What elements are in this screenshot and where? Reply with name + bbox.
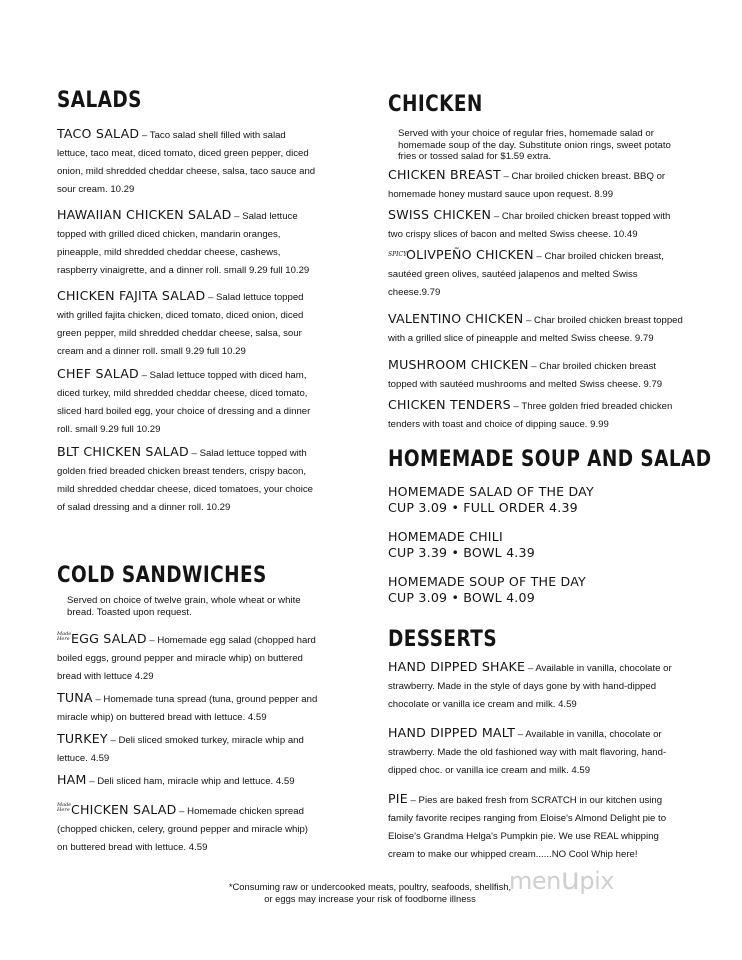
item-desc: Salad lettuce topped with grilled diced chicken, mandarin oranges, pineapple, mild shredded cheddar cheese, cashews, raspberry vinaigrette, and a dinner roll. small 9.29 full 10.29 [57,211,310,276]
menu-item: MUSHROOM CHICKEN – Char broiled chicken breast topped with sautéed mushrooms and melted Swiss cheese. 9.79 [388,356,663,390]
menupix-watermark: menupix [509,862,614,897]
menu-item: TACO SALAD – Taco salad shell filled with salad lettuce, taco meat, diced tomato, diced green pepper, diced onion, mild shredded cheddar cheese, salsa, taco sauce and sour cream. 10.29 [57,126,316,195]
menu-item: SPICYOLIVPEÑO CHICKEN – Char broiled chicken breast, sautéed green olives, sautéed jalapenos and melted Swiss cheese.9.79 [388,246,664,298]
menu-item: CHEF SALAD – Salad lettuce topped with diced ham, diced turkey, mild shredded cheddar cheese, diced tomato, sliced hard boiled egg, your choice of dressing and a dinner roll. small 9.29 full 10.29 [57,366,311,435]
menu-item: BLT CHICKEN SALAD – Salad lettuce topped with golden fried breaded chicken breast tenders, crispy bacon, mild shredded cheddar cheese, diced tomatoes, your choice of salad dressing and a dinner roll. 10.29 [57,444,313,513]
chicken-heading: CHICKEN [388,92,483,117]
menu-item: PIE – Pies are baked fresh from SCRATCH in our kitchen using family favorite recipes ranging from Eloise's Almond Delight pie to Eloise's Grandma Helga's Pumpkin pie. We use REAL whipping cream to make our whipped cream......NO Cool Whip here! [388,790,667,860]
salads-heading: SALADS [57,88,142,113]
item-name: SWISS CHICKEN [388,206,492,222]
item-desc: Char broiled chicken breast. BBQ or homemade honey mustard sauce upon request. 8.99 [388,170,666,200]
menu-item: CHICKEN FAJITA SALAD – Salad lettuce topped with grilled fajita chicken, diced tomato, diced onion, diced green pepper, mild shredded cheddar cheese, salsa, sour cream and a dinner roll. small 9.29 full 10.29 [57,288,304,357]
menu-item: VALENTINO CHICKEN – Char broiled chicken breast topped with a grilled slice of pineapple and melted Swiss cheese. 9.79 [388,310,683,344]
item-name: HAM [57,772,87,788]
soup-salad-item [388,529,686,562]
made-here-tag: Made Here [57,631,72,643]
menu-item: HAM – Deli sliced ham, miracle whip and lettuce. 4.59 [57,772,295,788]
soup-salad-price: CUP 3.39 • BOWL 4.39 [388,545,535,561]
item-name: HAWAIIAN CHICKEN SALAD [57,207,232,222]
item-desc: Char broiled chicken breast topped with a grilled slice of pineapple and melted Swiss cheese. 9.79 [388,314,683,344]
soup-salad-heading: HOMEMADE SOUP AND SALAD [388,446,712,472]
item-name: PIE [388,790,408,806]
desserts-heading: DESSERTS [388,626,498,652]
item-name: HAND DIPPED MALT [388,724,516,740]
section-intro: Served on choice of twelve grain, whole wheat or white bread. Toasted upon request. [67,595,301,618]
item-desc: Deli sliced smoked turkey, miracle whip and lettuce. 4.59 [57,735,304,765]
section-intro: Served with your choice of regular fries, homemade salad or homemade soup of the day. Substitute onion rings, sweet potato fries or tossed salad for $1.59 extra. [398,128,671,163]
menu-item: HAWAIIAN CHICKEN SALAD – Salad lettuce topped with grilled diced chicken, mandarin oranges, pineapple, mild shredded cheddar cheese, cashews, raspberry vinaigrette, and a dinner roll. small 9.29 full 10.29 [57,207,310,276]
item-desc: Salad lettuce topped with grilled fajita chicken, diced tomato, diced onion, diced green pepper, mild shredded cheddar cheese, salsa, sour cream and a dinner roll. small 9.29 full 10.29 [57,292,304,357]
soup-salad-price: CUP 3.09 • FULL ORDER 4.39 [388,500,578,516]
item-name: CHICKEN FAJITA SALAD [57,288,206,303]
item-name: CHICKEN BREAST [388,166,501,182]
soup-salad-item [388,484,686,517]
right-column [388,92,712,862]
item-name: CHEF SALAD [57,366,139,381]
menu-item: CHICKEN BREAST – Char broiled chicken breast. BBQ or homemade honey mustard sauce upon request. 8.99 [388,166,666,200]
item-name: EGG SALAD [71,631,147,647]
menu-item: SWISS CHICKEN – Char broiled chicken breast topped with two crispy slices of bacon and melted Swiss cheese. 10.49 [388,206,671,240]
item-desc: Taco salad shell filled with salad lettuce, taco meat, diced tomato, diced green pepper, diced onion, mild shredded cheddar cheese, salsa, taco sauce and sour cream. 10.29 [57,130,316,195]
item-name: CHICKEN TENDERS [388,396,511,412]
menu-item: TUNA – Homemade tuna spread (tuna, ground pepper and miracle whip) on buttered bread with lettuce. 4.59 [57,690,318,724]
menu-item: HAND DIPPED MALT – Available in vanilla, chocolate or strawberry. Made the old fashioned way with malt flavoring, hand-dipped choc. or vanilla ice cream and milk. 4.59 [388,724,667,776]
disclaimer-line: or eggs may increase your risk of foodborne illness [264,893,476,904]
soup-salad-item [388,574,686,607]
item-name: BLT CHICKEN SALAD [57,444,189,459]
soup-salad-name: HOMEMADE SOUP OF THE DAY [388,573,586,589]
item-name: HAND DIPPED SHAKE [388,658,526,674]
item-name: VALENTINO CHICKEN [388,310,524,326]
menu-item: HAND DIPPED SHAKE – Available in vanilla, chocolate or strawberry. Made in the style of days gone by with hand-dipped chocolate or vanilla ice cream and milk. 4.59 [388,658,672,710]
cold-sandwiches-heading: COLD SANDWICHES [57,563,267,588]
soup-salad-price: CUP 3.09 • BOWL 4.09 [388,590,535,606]
item-desc: Salad lettuce topped with golden fried breaded chicken breast tenders, crispy bacon, mild shredded cheddar cheese, diced tomatoes, your choice of salad dressing and a dinner roll. 10.29 [57,448,313,513]
item-desc: Homemade egg salad (chopped hard boiled eggs, ground pepper and miracle whip) on buttered bread with lettuce 4.29 [57,635,316,683]
left-column [57,88,319,855]
item-name: TACO SALAD [57,126,140,141]
item-name: MUSHROOM CHICKEN [388,356,529,372]
item-desc: Pies are baked fresh from SCRATCH in our kitchen using family favorite recipes ranging from Eloise's Almond Delight pie to Eloise's Grandma Helga's Pumpkin pie. We use REAL whipping cream to make our whipped cream......NO Cool Whip here! [388,794,667,860]
menu-item: Made HereCHICKEN SALAD – Homemade chicken spread (chopped chicken, celery, ground pepper and miracle whip) on buttered bread with lettuce. 4.59 [57,802,308,854]
item-name: TUNA [57,690,93,706]
menu-item: Made HereEGG SALAD – Homemade egg salad (chopped hard boiled eggs, ground pepper and miracle whip) on buttered bread with lettuce 4.29 [57,631,316,683]
item-desc: Homemade tuna spread (tuna, ground pepper and miracle whip) on buttered bread with lettuce. 4.59 [57,694,318,724]
item-desc: Homemade chicken spread (chopped chicken, celery, ground pepper and miracle whip) on buttered bread with lettuce. 4.59 [57,806,308,854]
menu-item: CHICKEN TENDERS – Three golden fried breaded chicken tenders with toast and choice of dipping sauce. 9.99 [388,396,673,430]
item-name: TURKEY [57,731,108,747]
item-desc: Three golden fried breaded chicken tenders with toast and choice of dipping sauce. 9.99 [388,400,673,430]
soup-salad-name: HOMEMADE SALAD OF THE DAY [388,483,594,499]
item-desc: Available in vanilla, chocolate or strawberry. Made in the style of days gone by with hand-dipped chocolate or vanilla ice cream and milk. 4.59 [388,662,672,710]
item-name: OLIVPEÑO CHICKEN [406,246,534,262]
disclaimer-line: *Consuming raw or undercooked meats, poultry, seafoods, shellfish, [228,881,512,892]
item-desc: Available in vanilla, chocolate or strawberry. Made the old fashioned way with malt flavoring, hand-dipped choc. or vanilla ice cream and milk. 4.59 [388,728,667,776]
item-desc: Char broiled chicken breast, sautéed green olives, sautéed jalapenos and melted Swiss cheese.9.79 [388,250,664,298]
item-name: CHICKEN SALAD [71,802,177,818]
soup-salad-name: HOMEMADE CHILI [388,528,503,544]
item-desc: Salad lettuce topped with diced ham, diced turkey, mild shredded cheddar cheese, diced tomato, sliced hard boiled egg, your choice of dressing and a dinner roll. small 9.29 full 10.29 [57,370,311,435]
made-here-tag: Made Here [57,802,72,814]
menu-item: TURKEY – Deli sliced smoked turkey, miracle whip and lettuce. 4.59 [57,731,304,765]
item-desc: Deli sliced ham, miracle whip and lettuce. 4.59 [97,776,295,788]
item-desc: Char broiled chicken breast topped with two crispy slices of bacon and melted Swiss cheese. 10.49 [388,210,671,240]
item-desc: Char broiled chicken breast topped with sautéed mushrooms and melted Swiss cheese. 9.79 [388,360,663,390]
spicy-tag: SPICY [388,250,408,258]
